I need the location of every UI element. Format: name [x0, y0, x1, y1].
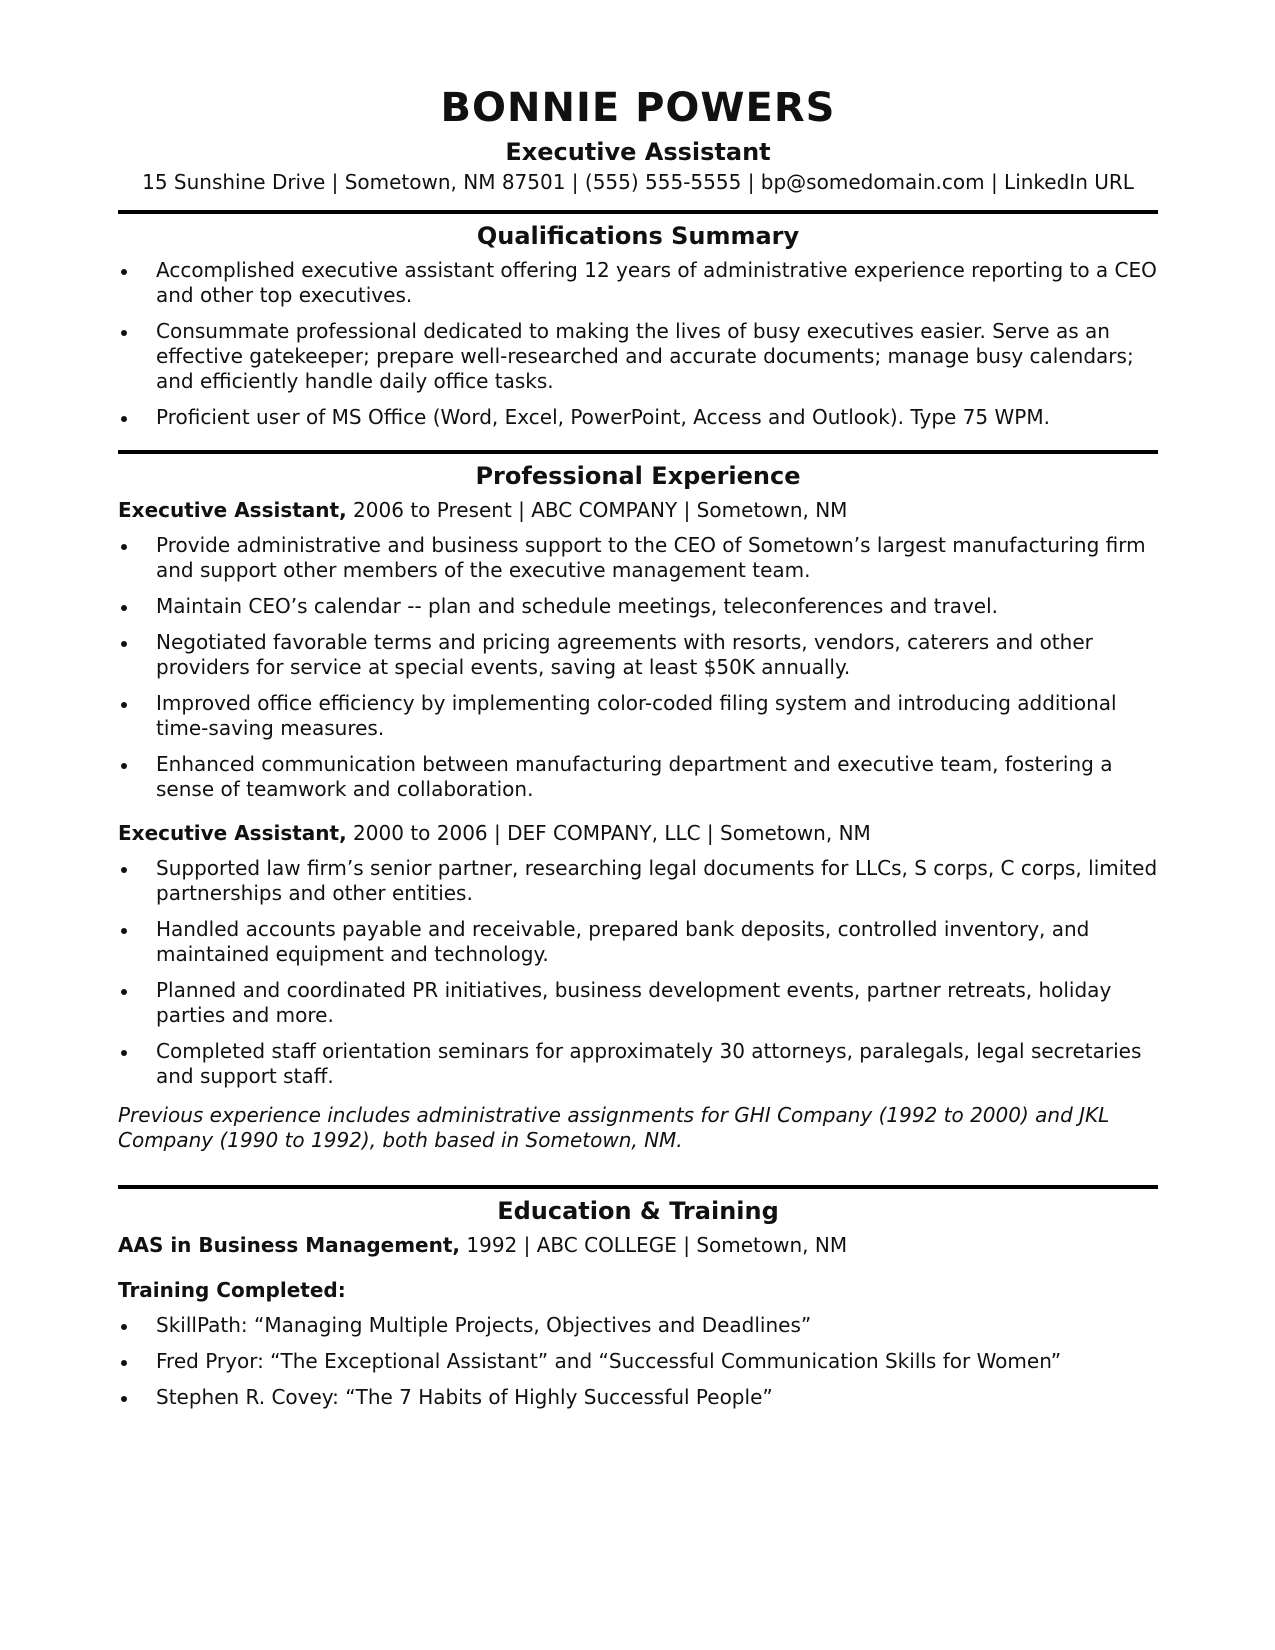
job-header [118, 821, 1158, 846]
list-item [118, 1349, 1158, 1374]
list-item [118, 630, 1158, 680]
list-item [118, 978, 1158, 1028]
qualifications-list [118, 258, 1158, 430]
bullet-icon [121, 867, 127, 873]
list-item [118, 1039, 1158, 1089]
bullet-icon [121, 641, 127, 647]
training-list [118, 1313, 1158, 1410]
list-item [118, 405, 1158, 430]
job-title: Executive Assistant, [118, 498, 347, 522]
list-item [118, 856, 1158, 906]
job-details: 2000 to 2006 | DEF COMPANY, LLC | Sometown, NM [346, 821, 871, 845]
duty-text: Handled accounts payable and receivable, prepared bank deposits, controlled inventory, and maintained equipment and technology. [156, 917, 1090, 966]
list-item [118, 258, 1158, 308]
qualification-text: Proficient user of MS Office (Word, Excel, PowerPoint, Access and Outlook). Type 75 WPM. [156, 405, 1050, 429]
bullet-icon [121, 1050, 127, 1056]
list-item [118, 533, 1158, 583]
bullet-icon [121, 544, 127, 550]
bullet-icon [121, 416, 127, 422]
qualification-text: Consummate professional dedicated to making the lives of busy executives easier. Serve as an effective gatekeeper; prepare well-researched and accurate documents; manage busy calendars; and efficiently handle daily office tasks. [156, 319, 1134, 393]
job-title: Executive Assistant, [118, 821, 347, 845]
resume-page [118, 80, 1158, 1421]
job-duties-list [118, 533, 1158, 802]
qualifications-heading: Qualifications Summary [476, 222, 800, 250]
duty-text: Provide administrative and business support to the CEO of Sometown’s largest manufacturing firm and support other members of the executive management team. [156, 533, 1146, 582]
spacer [118, 813, 1158, 821]
job-duties-list [118, 856, 1158, 1089]
list-item [118, 752, 1158, 802]
duty-text: Supported law firm’s senior partner, researching legal documents for LLCs, S corps, C corps, limited partnerships and other entities. [156, 856, 1158, 905]
degree-details: 1992 | ABC COLLEGE | Sometown, NM [460, 1233, 848, 1257]
duty-text: Improved office efficiency by implementing color-coded filing system and introducing additional time-saving measures. [156, 691, 1117, 740]
training-text: Fred Pryor: “The Exceptional Assistant” and “Successful Communication Skills for Women” [156, 1349, 1062, 1373]
experience-heading: Professional Experience [475, 462, 801, 490]
bullet-icon [121, 330, 127, 336]
degree-line [118, 1233, 1158, 1258]
duty-text: Completed staff orientation seminars for approximately 30 attorneys, paralegals, legal secretaries and support staff. [156, 1039, 1142, 1088]
job-header [118, 498, 1158, 523]
job-details: 2006 to Present | ABC COMPANY | Sometown, NM [346, 498, 848, 522]
training-text: SkillPath: “Managing Multiple Projects, Objectives and Deadlines” [156, 1313, 812, 1337]
duty-text: Enhanced communication between manufacturing department and executive team, fostering a sense of teamwork and collaboration. [156, 752, 1113, 801]
candidate-role: Executive Assistant [505, 138, 771, 166]
list-item [118, 1313, 1158, 1338]
list-item [118, 1385, 1158, 1410]
duty-text: Negotiated favorable terms and pricing agreements with resorts, vendors, caterers and other providers for service at special events, saving at least $50K annually. [156, 630, 1093, 679]
list-item [118, 594, 1158, 619]
candidate-name: BONNIE POWERS [440, 85, 836, 131]
bullet-icon [121, 1324, 127, 1330]
bullet-icon [121, 763, 127, 769]
list-item [118, 319, 1158, 394]
bullet-icon [121, 605, 127, 611]
list-item [118, 691, 1158, 741]
degree-title: AAS in Business Management, [118, 1233, 461, 1257]
qualification-text: Accomplished executive assistant offering 12 years of administrative experience reporting to a CEO and other top executives. [156, 258, 1157, 307]
training-heading: Training Completed: [118, 1278, 346, 1302]
section-divider [118, 210, 1158, 214]
contact-line: 15 Sunshine Drive | Sometown, NM 87501 | (555) 555-5555 | bp@somedomain.com | LinkedIn URL [142, 170, 1134, 194]
duty-text: Planned and coordinated PR initiatives, business development events, partner retreats, holiday parties and more. [156, 978, 1112, 1027]
bullet-icon [121, 1360, 127, 1366]
section-divider [118, 450, 1158, 454]
bullet-icon [121, 989, 127, 995]
duty-text: Maintain CEO’s calendar -- plan and schedule meetings, teleconferences and travel. [156, 594, 998, 618]
bullet-icon [121, 702, 127, 708]
bullet-icon [121, 269, 127, 275]
training-text: Stephen R. Covey: “The 7 Habits of Highly Successful People” [156, 1385, 773, 1409]
section-divider [118, 1185, 1158, 1189]
bullet-icon [121, 1396, 127, 1402]
list-item [118, 917, 1158, 967]
previous-experience-note: Previous experience includes administrative assignments for GHI Company (1992 to 2000) and JKL Company (1990 to 1992), both based in Sometown, NM. [118, 1103, 1110, 1152]
bullet-icon [121, 928, 127, 934]
education-heading: Education & Training [497, 1197, 779, 1225]
